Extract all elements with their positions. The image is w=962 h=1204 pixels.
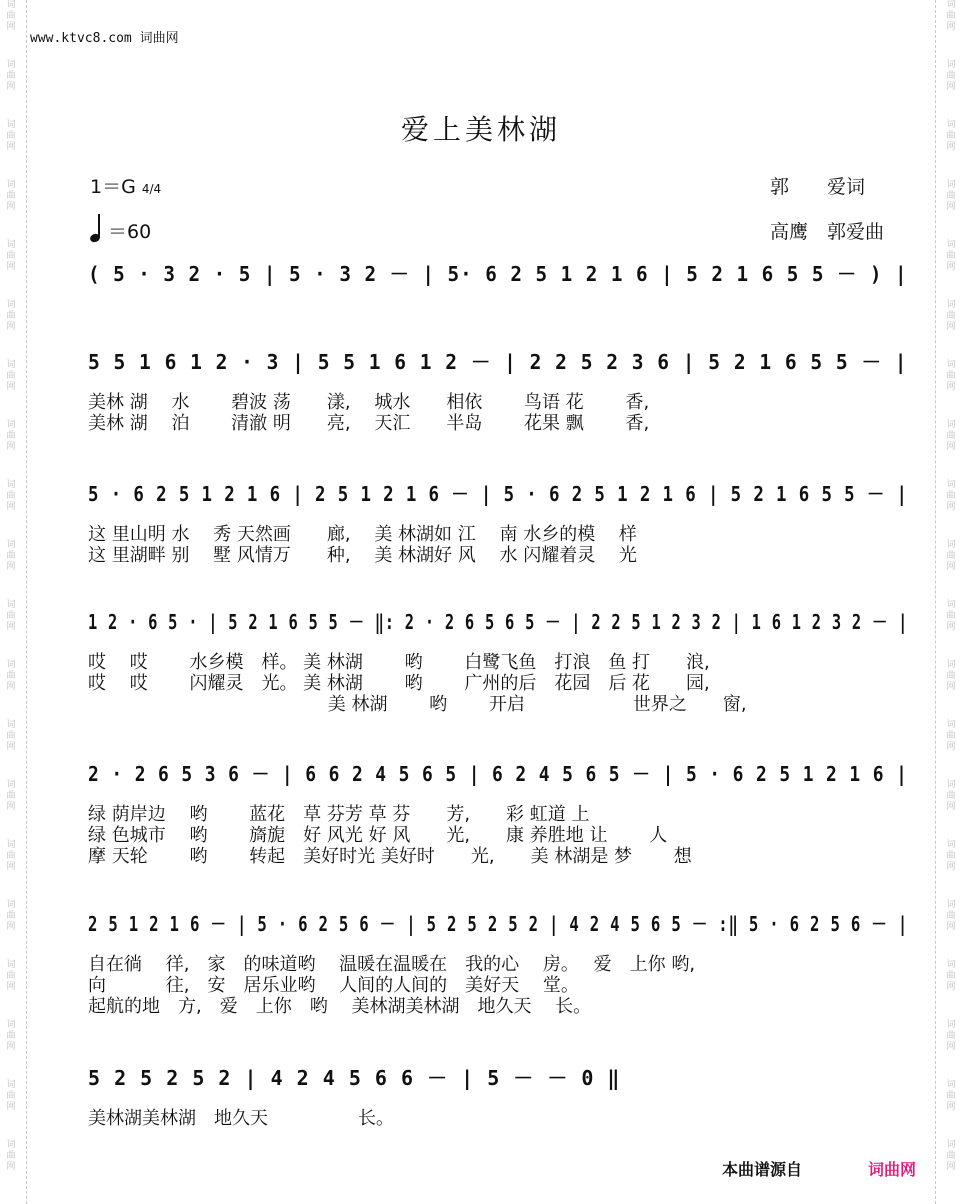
watermark-text: 词曲网 [946,1140,956,1172]
watermark-text: 词曲网 [946,960,956,992]
watermark-text: 词曲网 [6,1140,16,1172]
watermark-text: 词曲网 [946,900,956,932]
lyric-line: 绿 荫岸边 哟 蓝花 草 芬芳 草 芬 芳, 彩 虹道 上 [88,804,590,825]
watermark-text: 词曲网 [6,180,16,212]
watermark-text: 词曲网 [946,60,956,92]
notation-line: ( 5 · 3 2 · 5 | 5 · 3 2 － | 5· 6 2 5 1 2 1 6 | 5 2 1 6 5 5 － ) | [88,262,908,286]
watermark-text: 词曲网 [6,780,16,812]
watermark-text: 词曲网 [6,60,16,92]
lyric-line: 绿 色城市 哟 旖旎 好 风光 好 风 光, 康 养胜地 让 人 [88,825,668,846]
time-signature: 4/4 [141,182,162,196]
song-title: 爱上美林湖 [400,113,561,146]
lyric-line: 哎 哎 水乡模 样。 美 林湖 哟 白鹭飞鱼 打浪 鱼 打 浪, [88,652,710,673]
source-site: 词曲网 [868,1160,917,1179]
tempo-label: ＝60 [108,221,152,243]
notation-line: 2 · 2 6 5 3 6 － | 6 6 2 4 5 6 5 | 6 2 4 5 6 5 － | 5 · 6 2 5 1 2 1 6 | [88,762,908,786]
lyric-line: 美林 湖 泊 清澈 明 亮, 天汇 半岛 花果 飘 香, [88,413,650,434]
watermark-text: 词曲网 [946,660,956,692]
quarter-note-icon [90,214,104,242]
lyric-line: 美林湖美林湖 地久天 长。 [88,1108,394,1129]
watermark-text: 词曲网 [6,600,16,632]
watermark-text: 词曲网 [6,0,16,32]
notation-line: 5 5 1 6 1 2 · 3 | 5 5 1 6 1 2 － | 2 2 5 2 3 6 | 5 2 1 6 5 5 － | [88,350,908,374]
watermark-text: 词曲网 [6,900,16,932]
watermark-text: 词曲网 [946,0,956,32]
notation-line: 5 · 6 2 5 1 2 1 6 | 2 5 1 2 1 6 － | 5 · 6 2 5 1 2 1 6 | 5 2 1 6 5 5 － | [88,482,908,506]
lyric-line: 起航的地 方, 爱 上你 哟 美林湖美林湖 地久天 长。 [88,996,592,1017]
watermark-text: 词曲网 [6,840,16,872]
key-signature [90,172,161,199]
watermark-text: 词曲网 [946,1080,956,1112]
notation-line: 1 2 · 6 5 · | 5 2 1 6 5 5 － ‖: 2 · 2 6 5 6 5 － | 2 2 5 1 2 3 2 | 1 6 1 2 3 2 － | [88,610,909,634]
lyric-line: 摩 天轮 哟 转起 美好时光 美好时 光, 美 林湖是 梦 想 [88,846,692,867]
lyric-line: 这 里湖畔 别 墅 风情万 种, 美 林湖好 风 水 闪耀着灵 光 [88,545,637,566]
notation-line: 2 5 1 2 1 6 － | 5 · 6 2 5 6 － | 5 2 5 2 5 2 | 4 2 4 5 6 5 － :‖ 5 · 6 2 5 6 － | [88,912,909,936]
watermark-text: 词曲网 [6,300,16,332]
watermark-text: 词曲网 [946,540,956,572]
composer-credit: 高鹰 郭爱曲 [770,221,885,243]
lyric-line: 向 往, 安 居乐业哟 人间的人间的 美好天 堂。 [88,975,579,996]
notation-line: 5 2 5 2 5 2 | 4 2 4 5 6 6 － | 5 － － 0 ‖ [88,1066,621,1090]
lyric-line: 哎 哎 闪耀灵 光。 美 林湖 哟 广州的后 花园 后 花 园, [88,673,710,694]
watermark-text: 词曲网 [6,540,16,572]
watermark-text: 词曲网 [946,780,956,812]
watermark-text: 词曲网 [6,420,16,452]
lyric-line: 美 林湖 哟 开启 世界之 窗, [88,694,747,715]
watermark-text: 词曲网 [6,660,16,692]
lyric-line: 这 里山明 水 秀 天然画 廊, 美 林湖如 江 南 水乡的模 样 [88,524,637,545]
watermark-text: 词曲网 [946,420,956,452]
watermark-text: 词曲网 [946,480,956,512]
watermark-text: 词曲网 [6,480,16,512]
watermark-text: 词曲网 [6,720,16,752]
watermark-text: 词曲网 [6,120,16,152]
lyricist-credit: 郭 爱词 [770,176,866,198]
watermark-text: 词曲网 [946,1020,956,1052]
source-label: 本曲谱源自 [722,1160,803,1179]
watermark-text: 词曲网 [6,360,16,392]
watermark-text: 词曲网 [6,1080,16,1112]
key-label: 1＝G [90,176,136,198]
lyric-line: 美林 湖 水 碧波 荡 漾, 城水 相依 鸟语 花 香, [88,392,650,413]
site-header: www.ktvc8.com 词曲网 [30,31,179,46]
watermark-text: 词曲网 [946,600,956,632]
watermark-text: 词曲网 [946,300,956,332]
right-watermark-margin [935,0,962,1204]
left-watermark-margin [0,0,27,1204]
watermark-text: 词曲网 [946,360,956,392]
watermark-text: 词曲网 [6,240,16,272]
watermark-text: 词曲网 [6,1020,16,1052]
watermark-text: 词曲网 [6,960,16,992]
watermark-text: 词曲网 [946,720,956,752]
watermark-text: 词曲网 [946,120,956,152]
lyric-line: 自在徜 徉, 家 的味道哟 温暖在温暖在 我的心 房。 爱 上你 哟, [88,954,696,975]
watermark-text: 词曲网 [946,240,956,272]
watermark-text: 词曲网 [946,180,956,212]
watermark-text: 词曲网 [946,840,956,872]
